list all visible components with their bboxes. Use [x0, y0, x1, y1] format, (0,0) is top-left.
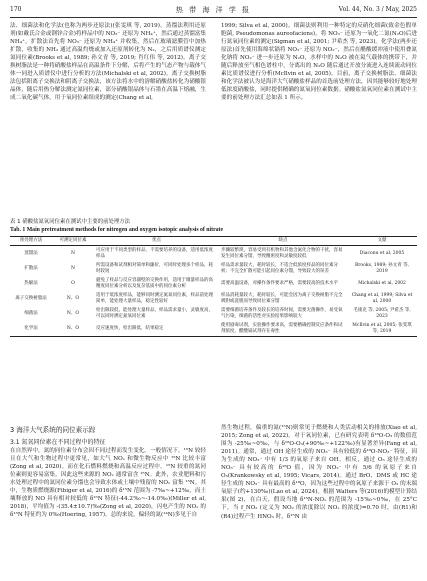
cell-refs: 毛康克 等, 2005; 尹希杰 等, 2023 [353, 307, 411, 319]
cell-cons: 样品需求量较大，耗时较长，不适合低浓度样品的同位素分析；不完全扩散可能引起同位素分馏，导致较大的误差 [221, 262, 338, 274]
cell-cons: 使用剧毒试剂，实验操作要求高，需要精确控制反应条件和试剂浓度，醋酸镉试剂存在毒性 [219, 321, 347, 337]
header-refs: 文献 [347, 237, 417, 246]
cell-pros: 适用于低浓度样品，能够同时测定氮氧同位素，样品前处理简单，能处理大量样品，稳定性较好 [96, 292, 213, 304]
page-number: 170 [10, 6, 22, 13]
table-caption-en [10, 227, 417, 234]
cell-isotope: N [71, 265, 75, 271]
table-caption-cn [10, 219, 417, 226]
cell-method: 扩散法 [24, 265, 38, 271]
table-caption-en-text: Tab. 1 Main pretreatment methods for nitrogen and oxygen isotopic analysis of nitrate [10, 227, 224, 233]
right-column [221, 22, 417, 224]
cell-refs: McIlvin et al, 2005; 张雯琪 等, 2019 [347, 321, 417, 337]
table-caption-cn-text: 表 1 硝酸盐氮氧同位素在测试中主要的前处理方法 [10, 219, 131, 225]
lower-left-column [10, 447, 206, 577]
lower-left-paragraph: 在自然界中，氮的同位素分布会因不同过程而发生变化。一般情况下，¹⁵N 较轻且在大气和生物过程中更常见，如大气 NOₓ 和微生物反应中 ¹⁵N 比较丰富(Zong et al, 2020)。而在化石燃料燃烧和高温反应过程中，¹⁵N 较重的氮同位素则更容易富集，因此这些来源的 NOₓ 通常富含 ¹⁵N。此外，农业肥料和污水处理过程中的氮同位素分馏也会导致水体或土壤中残留的 NOₓ 富集 ¹⁵N。其中，生物质燃烧源(Fibiger et al, 2016)的 δ¹⁵N 范围为 -7‰~+12‰，而土壤释放的 NO 具有相对较低的 δ¹⁵N 特征(-44.2‰~-14.0‰)(Miller et al, 2018)，平均值为 -(35.4±10.7)‰(Zong et al, 2020)，闪电产生的 NOₓ 的 δ¹⁵N 特征约为 0‰(Hoering, 1957)。总的来说，偏轻的氮(¹⁴N)多见于自 [10, 448, 206, 519]
running-header [10, 4, 417, 16]
cell-refs: Diaconu et al, 2005 [359, 250, 405, 256]
header-pros: 优点 [94, 237, 219, 246]
cell-method: 细菌法 [24, 310, 38, 316]
subsection-heading: 3.1 氮氧同位素在不同过程中的特征 [10, 439, 106, 446]
cell-method: 蒸馏法 [24, 250, 38, 256]
table-header-row [10, 237, 417, 246]
lower-right-column [221, 424, 417, 577]
cell-isotope: N、O [52, 321, 94, 337]
cell-pros: 避免了样品与反应容器壁的交换作用，适用于微量样品的高精度同位素分析以及复杂基质中的同位素分析 [96, 277, 213, 289]
pretreatment-table [10, 236, 417, 337]
cell-isotope: O [71, 280, 75, 286]
table-row [10, 276, 417, 291]
cell-refs: Brooks, 1989; 孙文青 等, 2019 [354, 262, 410, 274]
section-heading: 3 海洋大气系统的同位素示踪 [10, 426, 96, 434]
cell-method: 热解法 [24, 280, 38, 286]
cell-method: 离子交换树脂法 [15, 295, 47, 301]
cell-cons: 需要高温设备，对操作条件要求严格，需要较高的技术水平 [221, 280, 338, 286]
cell-pros: 检出限较低，能处理大量样品，样品需求量小，灵敏度高，可以同时测定氮氧同位素 [96, 307, 213, 319]
cell-pros: 可应用于不同类型的样品，不需要培养的设备，适用低浓度样品 [96, 247, 213, 259]
cell-refs: Chang et al, 1999; Silva et al, 2000 [351, 292, 413, 304]
cell-isotope: N [71, 250, 75, 256]
table-row [10, 306, 417, 321]
header-method: 预处理方法 [10, 237, 52, 246]
issue-info: Vol. 44, No. 3 / May, 2025 [338, 6, 417, 13]
header-rule [10, 17, 417, 18]
cell-method: 化学法 [10, 321, 52, 337]
table-row [10, 321, 417, 337]
left-column [10, 22, 206, 224]
left-paragraph: 法、细菌法和化学法(也称为两步还原法)(张雯琪 等, 2019)。蒸馏法利用还原剂(如戴氏合金或钢锌合金)将样品中的 NO₃⁻ 还原为 NH₄⁺，然后通过蒸馏富集 NH₄⁺，扩散法首先将 NO₃⁻ 还原为 NH₄⁺ 并收集，然后在玻璃滤膜管中加热扩散，收集的 NH₃ 通过高温灼烧或加入还原剂转化为 N₂，之后用质谱仪测定氮同位素(Brooks et al, 1989; 孙文青 等, 2019; 肖红伟 等, 2012)。离子交换树脂法是一种将硝酸盐样品在高温条件下分解，后将产生的气态产物与载体气体一同进入质谱仪中进行分析的方法(Michalski et al, 2002)。离子交换树脂法包括阳离子交换法和阴离子交换法，该方法将水中的溶解硝酸盐转化为硝酸银晶体，随后用热分解法测定氮同位素，部分硝酸银晶体与石墨在高温下熔融，生成二氧化碳气体，用于氧同位素组成的测定(Chang et al, [10, 23, 206, 102]
cell-refs: Michalski et al, 2002 [358, 280, 406, 286]
cell-cons: 样品消耗量较大，耗时较长，可能会因为离子交换树脂不完全吸附或洗脱而导致同位素分馏 [221, 292, 343, 304]
right-paragraph: 1999; Silva et al, 2000)。细菌法则利用一种特定的反硝化细菌(致金色假单胞菌, Pseudomonas aureofaciens)，将 NO₃⁻ 还原为一氧化二氮(N₂O)后进行氮氧同位素的测定(Sigman et al, 2001; 尹希杰 等, 2023)。化学法(两步还原法)首先使用海绵状镉将 NO₃⁻ 还原为 NO₂⁻，然后在醋酸缓冲液中使用叠氮化钠将 NO₂⁻ 进一步还原为 N₂O，水样中的 N₂O 被在氦气载体的携带下，并随后释放至气相色谱柱中，分离出的 N₂O 随后通过开放分流进入连续流动同位素比质谱仪进行分析(McIlvin et al, 2005)。目前，离子交换树脂法、细菌法和化学法被认为是海洋大气硝酸盐样品的首选前处理方法，因其能够较好地处理低浓度硝酸盐，同时提供精确的氮氧同位素数据。硝酸盐氮氧同位素在测试中主要的前处理方法汇总如表 1 所示。 [221, 23, 417, 102]
cell-isotope: N、O [66, 295, 80, 301]
table-row [10, 246, 417, 262]
table-row [10, 291, 417, 306]
table-row [10, 261, 417, 276]
cell-cons: 步骤较繁琐，容易受到有机物和其他含氮化合物的干扰，容易发生同位素分馏，导致精密度和灵敏度较低 [221, 247, 343, 259]
header-cons: 缺点 [219, 237, 347, 246]
cell-pros: 反应速度快，检出限低，结果稳定 [94, 321, 219, 337]
cell-isotope: N、O [66, 310, 80, 316]
cell-cons: 需要细菌培养条件及较长的培养时间，需要无菌操作，易受氧气污染，细菌的活性对实验结果影响较大 [221, 307, 343, 319]
cell-pros: 所需设备和试剂相对简单和廉价，可同时处理多个样品，耗时较短 [96, 262, 213, 274]
journal-title: 热 带 海 洋 学 报 [175, 6, 252, 14]
lower-right-paragraph: 然生物过程，偏重的氮(¹⁵N)则常见于燃烧和人类活动相关的排放(Xiao et al, 2015; Zong et al, 2022)。对于氧同位素，已有研究表明 δ¹⁸O-O₃ 的数值范围为 -25‰~0‰，与 δ¹⁸O-O₃(+90‰~+122‰)有显著差异(Fang et al, 2011)。通常，通过 OH 途径生成的 NO₃⁻ 具有较低的 δ¹⁸O-NO₃⁻ 特征，因为生成的 NO₃⁻ 中有 1/3 的氧原子来自 OH。相反，通过 O₃ 途径生成的 NO₃⁻ 具有较高的 δ¹⁸O 值，因为 NO₃⁻ 中有 5/6 的氧原子来自 O₃(Krankowsky et al, 1995; Vicars, 2014)。通过 BrO、DMS 或 HC 途径生成的 NO₃⁻ 具有最高的 δ¹⁸O，因为这些过程中的氧原子来源于 O₃ 的末端氧原子(约+130‰)(Lao et al, 2024)。根据 Walters 等(2016)的模型计算结果(图 2)，在白天，假设当地 δ¹⁵N-NOₓ 的范围为 -15‰~0‰，在 25°C 下，当 f_NO₂ (定义为 NO₂ 的浓度除以 NOₓ 的浓度)=0.70 时，由(R1)和(R4)过程产生 HNO₃ 时，δ¹⁵N 由 [221, 425, 417, 520]
header-isotope: 可测定同位素 [52, 237, 94, 246]
